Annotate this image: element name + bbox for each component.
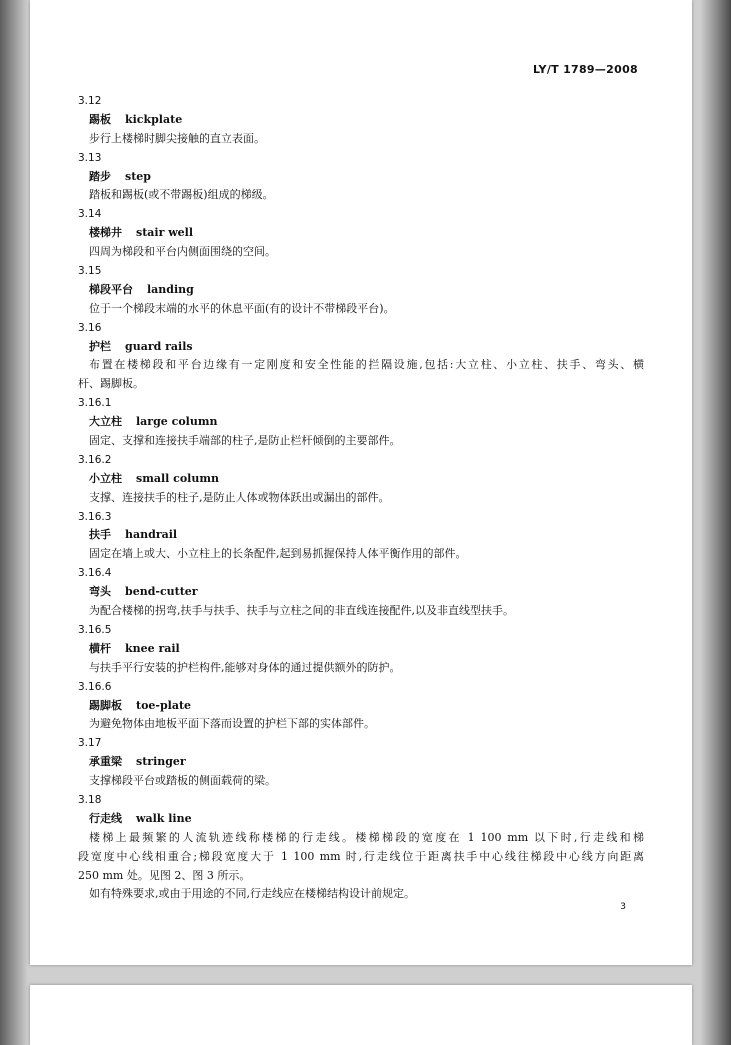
term-english: guard rails [125, 339, 193, 353]
term-chinese: 扶手 [89, 528, 111, 542]
term-definition: 与扶手平行安装的护栏构件,能够对身体的通过提供额外的防护。 [89, 660, 401, 674]
clause-number: 3.18 [78, 793, 102, 806]
term-chinese: 行走线 [89, 811, 122, 825]
term-heading [78, 281, 644, 300]
term-chinese: 弯头 [89, 585, 111, 599]
term-chinese: 横杆 [89, 641, 111, 655]
term-definition: 为配合楼梯的拐弯,扶手与扶手、扶手与立柱之间的非直线连接配件,以及非直线型扶手。 [89, 604, 514, 618]
term-definition: 固定、支撑和连接扶手端部的柱子,是防止栏杆倾倒的主要部件。 [89, 434, 401, 448]
term-definition-note: 如有特殊要求,或由于用途的不同,行走线应在楼梯结构设计前规定。 [89, 887, 415, 901]
clause-number: 3.16.4 [78, 567, 112, 580]
term-chinese: 承重梁 [89, 755, 122, 769]
term-chinese: 护栏 [89, 339, 111, 353]
term-english: landing [147, 282, 194, 296]
term-definition: 楼梯上最频繁的人流轨迹线称楼梯的行走线。楼梯梯段的宽度在 1 100 mm 以下时,行走线和梯 [89, 830, 644, 844]
term-definition: 为避免物体由地板平面下落而设置的护栏下部的实体部件。 [89, 717, 375, 731]
term-definition-continued: 杆、踢脚板。 [78, 377, 144, 391]
term-english: handrail [125, 528, 178, 542]
term-definition: 位于一个梯段末端的水平的休息平面(有的设计不带梯段平台)。 [89, 301, 395, 315]
term-english: toe-plate [136, 698, 192, 712]
clause-number: 3.16.6 [78, 680, 112, 693]
clause-number: 3.16.2 [78, 453, 112, 466]
clause-number: 3.16.5 [78, 623, 112, 636]
term-chinese: 楼梯井 [89, 226, 122, 240]
next-page-edge [30, 985, 692, 1045]
term-heading [78, 224, 644, 243]
term-definition: 支撑梯段平台或踏板的侧面载荷的梁。 [89, 774, 276, 788]
term-heading [78, 697, 644, 716]
term-heading [78, 810, 644, 829]
document-body [78, 92, 644, 904]
term-definition: 步行上楼梯时脚尖接触的直立表面。 [89, 131, 265, 145]
term-english: knee rail [125, 641, 180, 655]
term-definition: 支撑、连接扶手的柱子,是防止人体或物体跃出或漏出的部件。 [89, 490, 390, 504]
term-chinese: 踢板 [89, 112, 111, 126]
clause-number: 3.16.1 [78, 397, 112, 410]
term-chinese: 踏步 [89, 169, 111, 183]
clause-number: 3.15 [78, 265, 102, 278]
term-english: walk line [136, 811, 192, 825]
page-number: 3 [620, 902, 626, 912]
term-heading [78, 640, 644, 659]
term-heading [78, 168, 644, 187]
clause-number: 3.16 [78, 321, 102, 334]
term-english: stair well [136, 226, 194, 240]
clause-number: 3.17 [78, 737, 102, 750]
clause-number: 3.12 [78, 95, 102, 107]
term-english: stringer [136, 755, 186, 769]
term-chinese: 踢脚板 [89, 698, 122, 712]
clause-number: 3.16.3 [78, 510, 112, 523]
term-heading [78, 753, 644, 772]
term-definition-continued: 段宽度中心线相重合;梯段宽度大于 1 100 mm 时,行走线位于距离扶手中心线往梯段中心线方向距离 [78, 849, 644, 863]
document-page [30, 0, 692, 965]
term-heading [78, 413, 644, 432]
term-chinese: 梯段平台 [89, 282, 133, 296]
document-code: LY/T 1789—2008 [532, 63, 638, 76]
term-english: bend-cutter [125, 585, 198, 599]
clause-number: 3.13 [78, 151, 102, 164]
term-definition: 固定在墙上或大、小立柱上的长条配件,起到易抓握保持人体平衡作用的部件。 [89, 547, 467, 561]
term-chinese: 大立柱 [89, 415, 122, 429]
clause-number: 3.14 [78, 208, 102, 221]
term-heading [78, 338, 644, 357]
term-heading [78, 526, 644, 545]
term-heading [78, 583, 644, 602]
term-definition: 踏板和踢板(或不带踢板)组成的梯级。 [89, 188, 274, 202]
term-english: large column [136, 415, 218, 429]
term-heading [78, 111, 644, 130]
term-heading [78, 470, 644, 489]
term-chinese: 小立柱 [89, 471, 122, 485]
term-definition: 四周为梯段和平台内侧面围绕的空间。 [89, 245, 276, 259]
term-definition-continued: 250 mm 处。见图 2、图 3 所示。 [78, 868, 251, 882]
term-english: small column [136, 471, 219, 485]
term-english: kickplate [125, 112, 183, 126]
term-definition: 布置在楼梯段和平台边缘有一定刚度和安全性能的拦隔设施,包括:大立柱、小立柱、扶手、弯头、横 [89, 358, 644, 372]
term-english: step [125, 169, 151, 183]
